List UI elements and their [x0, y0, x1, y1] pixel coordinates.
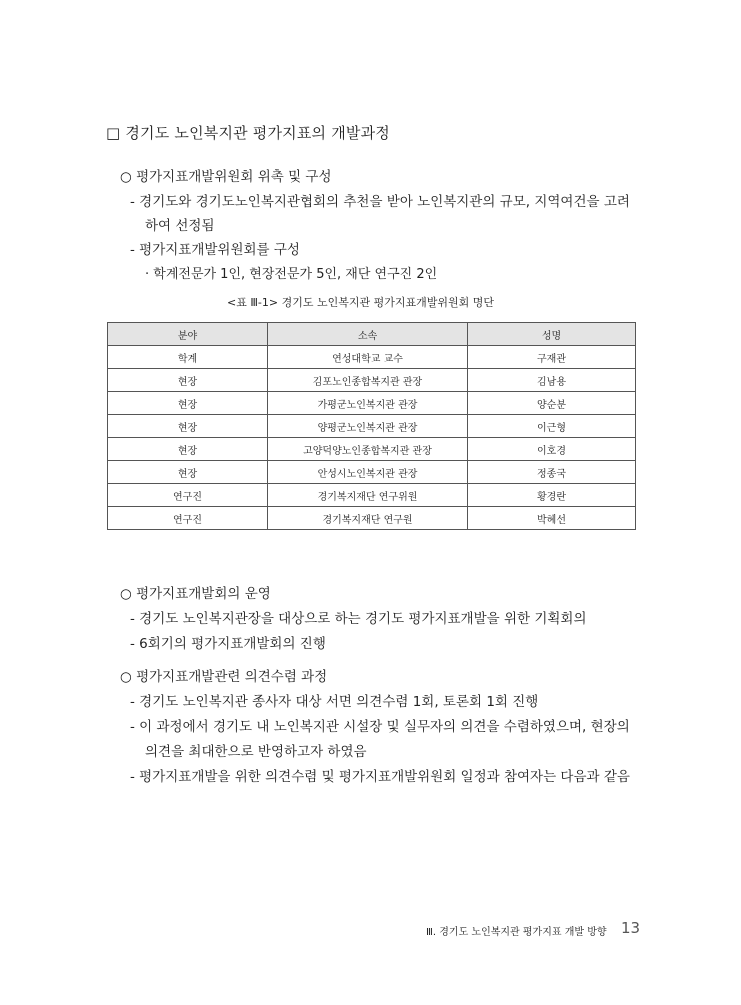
page-number: 13: [621, 919, 641, 937]
cell-field: 연구진: [108, 507, 268, 530]
header-name: 성명: [468, 323, 636, 346]
item3-line-3: 의견을 최대한으로 반영하고자 하였음: [145, 744, 367, 760]
table-caption: <표 Ⅲ-1> 경기도 노인복지관 평가지표개발위원회 명단: [227, 296, 494, 309]
cell-name: 이근형: [468, 415, 636, 438]
item3-heading: ○ 평가지표개발관련 의견수렴 과정: [120, 669, 328, 685]
cell-name: 이호경: [468, 438, 636, 461]
cell-name: 정종국: [468, 461, 636, 484]
section-title: □ 경기도 노인복지관 평가지표의 개발과정: [106, 124, 390, 142]
item2-heading: ○ 평가지표개발회의 운영: [120, 586, 271, 602]
cell-name: 구재관: [468, 346, 636, 369]
item3-line-1: - 경기도 노인복지관 종사자 대상 서면 의견수렴 1회, 토론회 1회 진행: [130, 694, 539, 710]
table-row: [108, 484, 636, 507]
table-row: [108, 415, 636, 438]
header-affiliation: 소속: [268, 323, 468, 346]
cell-affiliation: 고양덕양노인종합복지관 관장: [268, 438, 468, 461]
item1-line-3: - 평가지표개발위원회를 구성: [130, 242, 300, 258]
cell-field: 현장: [108, 392, 268, 415]
table-row: [108, 346, 636, 369]
item1-heading: ○ 평가지표개발위원회 위촉 및 구성: [120, 169, 332, 185]
item1-line-2: 하여 선정됨: [145, 218, 215, 234]
table-row: [108, 438, 636, 461]
cell-name: 황경란: [468, 484, 636, 507]
cell-field: 현장: [108, 369, 268, 392]
cell-affiliation: 가평군노인복지관 관장: [268, 392, 468, 415]
members-table: [107, 322, 636, 530]
cell-field: 학계: [108, 346, 268, 369]
cell-affiliation: 경기복지재단 연구위원: [268, 484, 468, 507]
item3-line-4: - 평가지표개발을 위한 의견수렴 및 평가지표개발위원회 일정과 참여자는 다음과 같음: [130, 769, 630, 785]
cell-affiliation: 안성시노인복지관 관장: [268, 461, 468, 484]
cell-name: 양순분: [468, 392, 636, 415]
header-field: 분야: [108, 323, 268, 346]
cell-field: 현장: [108, 461, 268, 484]
cell-field: 연구진: [108, 484, 268, 507]
table-row: [108, 461, 636, 484]
cell-affiliation: 경기복지재단 연구원: [268, 507, 468, 530]
table-row: [108, 369, 636, 392]
cell-field: 현장: [108, 438, 268, 461]
item2-line-2: - 6회기의 평가지표개발회의 진행: [130, 636, 326, 652]
cell-affiliation: 연성대학교 교수: [268, 346, 468, 369]
cell-affiliation: 김포노인종합복지관 관장: [268, 369, 468, 392]
item2-line-1: - 경기도 노인복지관장을 대상으로 하는 경기도 평가지표개발을 위한 기획회의: [130, 611, 587, 627]
table-row: [108, 507, 636, 530]
cell-name: 김남용: [468, 369, 636, 392]
table-header-row: [108, 323, 636, 346]
running-title: Ⅲ. 경기도 노인복지관 평가지표 개발 방향: [426, 927, 607, 938]
cell-affiliation: 양평군노인복지관 관장: [268, 415, 468, 438]
table-row: [108, 392, 636, 415]
cell-name: 박혜선: [468, 507, 636, 530]
item1-line-1: - 경기도와 경기도노인복지관협회의 추천을 받아 노인복지관의 규모, 지역여건을 고려: [130, 194, 630, 210]
cell-field: 현장: [108, 415, 268, 438]
item1-line-4: · 학계전문가 1인, 현장전문가 5인, 재단 연구진 2인: [145, 267, 438, 282]
item3-line-2: - 이 과정에서 경기도 내 노인복지관 시설장 및 실무자의 의견을 수렴하였으며, 현장의: [130, 719, 630, 735]
